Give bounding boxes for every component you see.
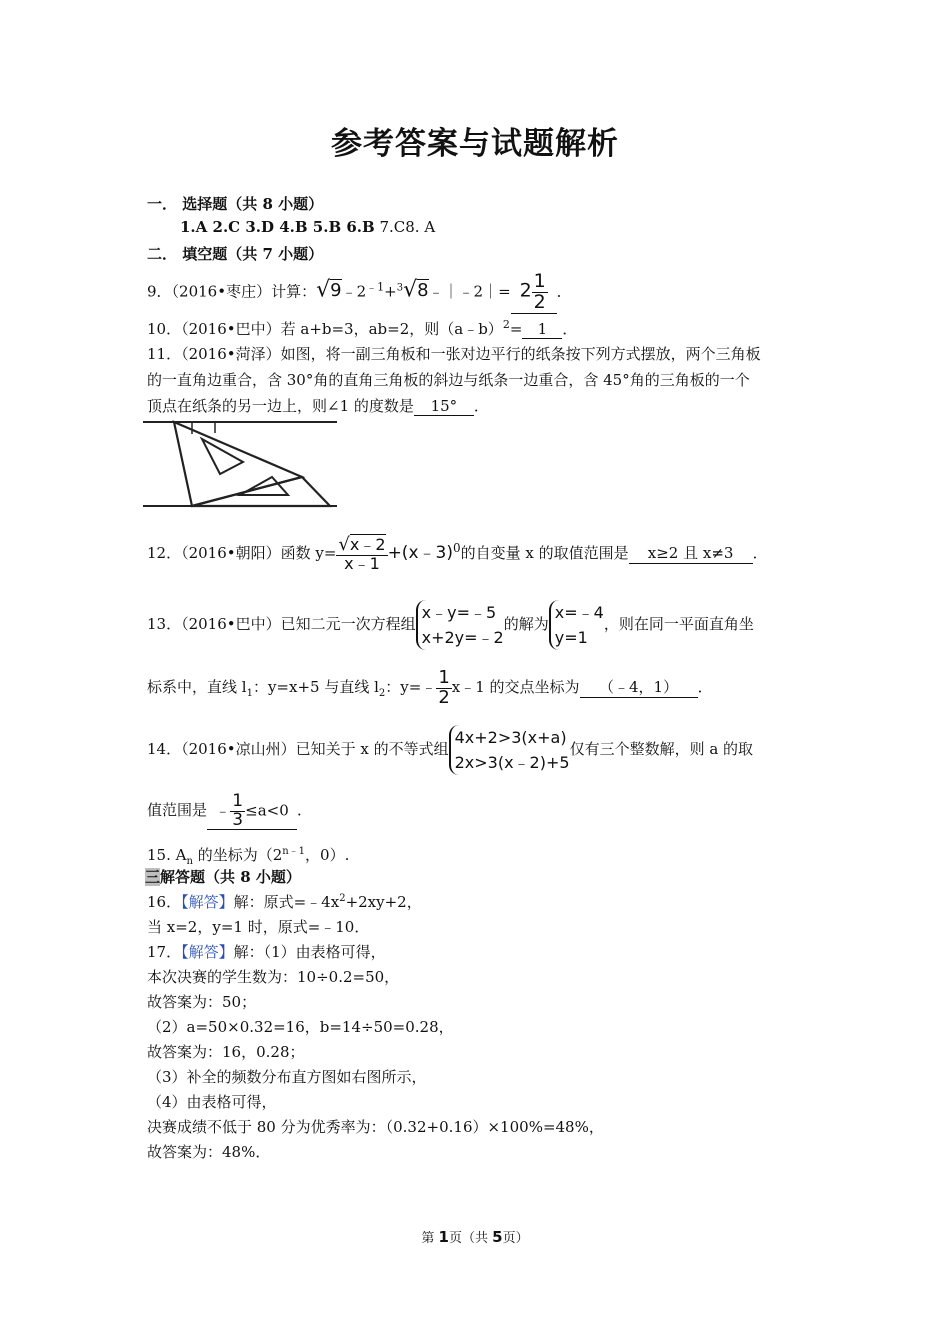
q17-line: 故答案为：16，0.28； (147, 1043, 305, 1061)
q9-root-index: 3 (396, 282, 404, 294)
q13-line2-b: ：y=x+5 与直线 l (252, 678, 379, 696)
q13-mid: 的解为 (503, 615, 549, 633)
q12-plus-term: +(x﹣3) (387, 543, 453, 563)
q17-line: 故答案为：50； (147, 993, 257, 1011)
q13-answer: （﹣4，1） (580, 677, 698, 698)
q13-equation-system (416, 600, 504, 650)
q14-ineq2: 2x>3(x﹣2)+5 (454, 753, 570, 772)
q14-end: ． (297, 801, 313, 819)
sqrt-icon: √ (316, 277, 331, 303)
q17-line: 故答案为：48%． (147, 1143, 271, 1161)
q13-line2-c: ：y=﹣ (385, 678, 437, 696)
q17-l1: 解：（1）由表格可得， (233, 943, 386, 961)
q17-line1 (147, 941, 386, 962)
q14-prefix: 14．（2016•凉山州）已知关于 x 的不等式组 (147, 740, 449, 758)
q14-ineq1: 4x+2>3(x+a) (454, 728, 567, 747)
sqrt-icon: √ (338, 533, 350, 555)
q13-eq2: x+2y=﹣2 (421, 628, 504, 647)
q12-radicand: x﹣2 (349, 534, 386, 554)
q9-plus: + (384, 282, 397, 301)
q15-a: 15. A (147, 846, 187, 864)
page-title: 参考答案与试题解析 (331, 126, 619, 162)
q11-line3-text: 顶点在纸条的另一边上，则∠1 的度数是 (147, 397, 414, 415)
q12-suffix: 的自变量 x 的取值范围是 (460, 544, 629, 562)
q16-exp: 2 (339, 893, 346, 904)
q13-frac-num: 1 (438, 666, 450, 688)
q14-answer-sign: ﹣ (215, 801, 231, 819)
q13-fraction (436, 666, 451, 708)
q10-end: ． (562, 320, 578, 338)
q9-prefix: 9．（2016•枣庄）计算： (147, 282, 317, 301)
footer-c: 页） (502, 1231, 529, 1246)
choice-answers (180, 218, 435, 236)
q9-radicand: 9 (330, 280, 342, 302)
q14-line2 (147, 786, 312, 834)
q13-frac-den: 2 (438, 686, 450, 708)
q14-answer-fraction (230, 790, 245, 830)
triangle-boards-figure (140, 417, 340, 513)
q13-prefix: 13．（2016•巴中）已知二元一次方程组 (147, 615, 416, 633)
q12-fraction (336, 533, 387, 573)
q9-radicand2: 8 (417, 280, 429, 302)
q16-line1 (147, 891, 422, 912)
footer-total-pages: 5 (492, 1228, 503, 1246)
section-mark-highlight: 三 (145, 868, 161, 886)
q15-exp: n﹣1 (282, 846, 306, 857)
q16-l1b: +2xy+2， (345, 893, 422, 911)
q13-solution-system (549, 600, 604, 650)
footer-b: 页（共 (448, 1231, 493, 1246)
q13-eq1: x﹣y=﹣5 (421, 603, 497, 622)
q17-answer-tag: 【解答】 (181, 943, 234, 961)
q9-answer-fraction (532, 272, 548, 313)
q12-numerator (336, 533, 387, 556)
q9-end: ． (556, 282, 572, 301)
q12-answer: x≥2 且 x≠3 (629, 543, 753, 564)
q13-sol1: x=﹣4 (554, 603, 604, 622)
q14-answer-num: 1 (232, 790, 244, 811)
choice-answers-plain: 7.C8. A (374, 218, 436, 236)
q13-end: ． (697, 678, 713, 696)
q15-sub: n (186, 856, 193, 867)
q15-c: ，0）. (305, 846, 350, 864)
q9-tail: ﹣｜﹣2｜= (428, 282, 511, 301)
q13-sol2: y=1 (554, 628, 588, 647)
q13-suffix: ，则在同一平面直角坐 (603, 615, 754, 633)
q14-inequality-system (449, 725, 570, 775)
question-9 (147, 272, 572, 312)
question-10 (147, 318, 577, 339)
q13-line2 (147, 663, 713, 711)
choice-answers-bold: 1.A 2.C 3.D 4.B 5.B 6.B (180, 218, 375, 236)
q12-prefix: 12．（2016•朝阳）函数 y= (147, 544, 337, 562)
page-footer (0, 1227, 950, 1246)
q11-line3 (147, 395, 489, 416)
q12-exp: 0 (452, 541, 461, 555)
q11-end: ． (473, 397, 489, 415)
q17-line: （3）补全的频数分布直方图如右图所示， (147, 1068, 427, 1086)
section-heading-solve (145, 866, 301, 887)
q16-l1: 解：原式=﹣4x (233, 893, 340, 911)
q14-answer (207, 790, 297, 831)
q13-sub1: 1 (246, 688, 253, 699)
q9-answer-den: 2 (533, 290, 546, 313)
q9-exp: ﹣1 (366, 280, 385, 294)
section-heading-fill: 二． 填空题（共 7 小题） (147, 245, 324, 263)
footer-a: 第 (421, 1231, 439, 1246)
question-13 (147, 597, 754, 652)
q14-answer-range: ≤a<0 (245, 801, 289, 819)
q10-text: 10．（2016•巴中）若 a+b=3，ab=2，则（a﹣b） (147, 320, 503, 338)
q13-line2-d: x﹣1 的交点坐标为 (451, 678, 580, 696)
q17-line: 决赛成绩不低于 80 分为优秀率为：（0.32+0.16）×100%=48%， (147, 1118, 604, 1136)
q17-num: 17． (147, 943, 182, 961)
q14-suffix: 仅有三个整数解，则 a 的取 (569, 740, 754, 758)
q17-line: （2）a=50×0.32=16，b=14÷50=0.28， (147, 1018, 454, 1036)
q12-end: ． (752, 544, 768, 562)
cbrt-icon: √ (403, 277, 418, 303)
q13-line2-a: 标系中，直线 l (147, 678, 247, 696)
q15-b: 的坐标为（2 (192, 846, 283, 864)
q17-line: 本次决赛的学生数为：10÷0.2=50， (147, 968, 400, 986)
q11-answer: 15° (414, 397, 474, 416)
q9-mid: ﹣2 (341, 282, 367, 301)
q17-line: （4）由表格可得， (147, 1093, 277, 1111)
q16-line2: 当 x=2，y=1 时，原式=﹣10． (147, 918, 370, 936)
q12-denominator: x﹣1 (344, 553, 380, 573)
q14-line2-text: 值范围是 (147, 801, 208, 819)
q9-answer-whole: 2 (519, 279, 532, 302)
section-heading-solve-text: 解答题（共 8 小题） (160, 868, 301, 886)
q9-answer (511, 272, 557, 314)
q16-num: 16． (147, 893, 182, 911)
q11-line1: 11．（2016•菏泽）如图，将一副三角板和一张对边平行的纸条按下列方式摆放，两个三角板 (147, 345, 761, 363)
question-14 (147, 720, 753, 778)
q14-answer-den: 3 (232, 809, 244, 830)
q10-answer: 1 (522, 320, 562, 339)
q10-exp: 2 (502, 318, 510, 331)
q9-answer-num: 1 (533, 270, 546, 292)
question-15 (147, 842, 349, 867)
section-heading-choice: 一． 选择题（共 8 小题） (147, 195, 324, 213)
q10-eq: = (509, 320, 523, 338)
q13-sub2: 2 (378, 688, 386, 699)
question-12 (147, 523, 768, 573)
q16-answer-tag: 【解答】 (181, 893, 234, 911)
q11-line2: 的一直角边重合，含 30°角的直角三角板的斜边与纸条一边重合，含 45°角的三角板的一个 (147, 371, 750, 389)
footer-page-number: 1 (438, 1228, 449, 1246)
